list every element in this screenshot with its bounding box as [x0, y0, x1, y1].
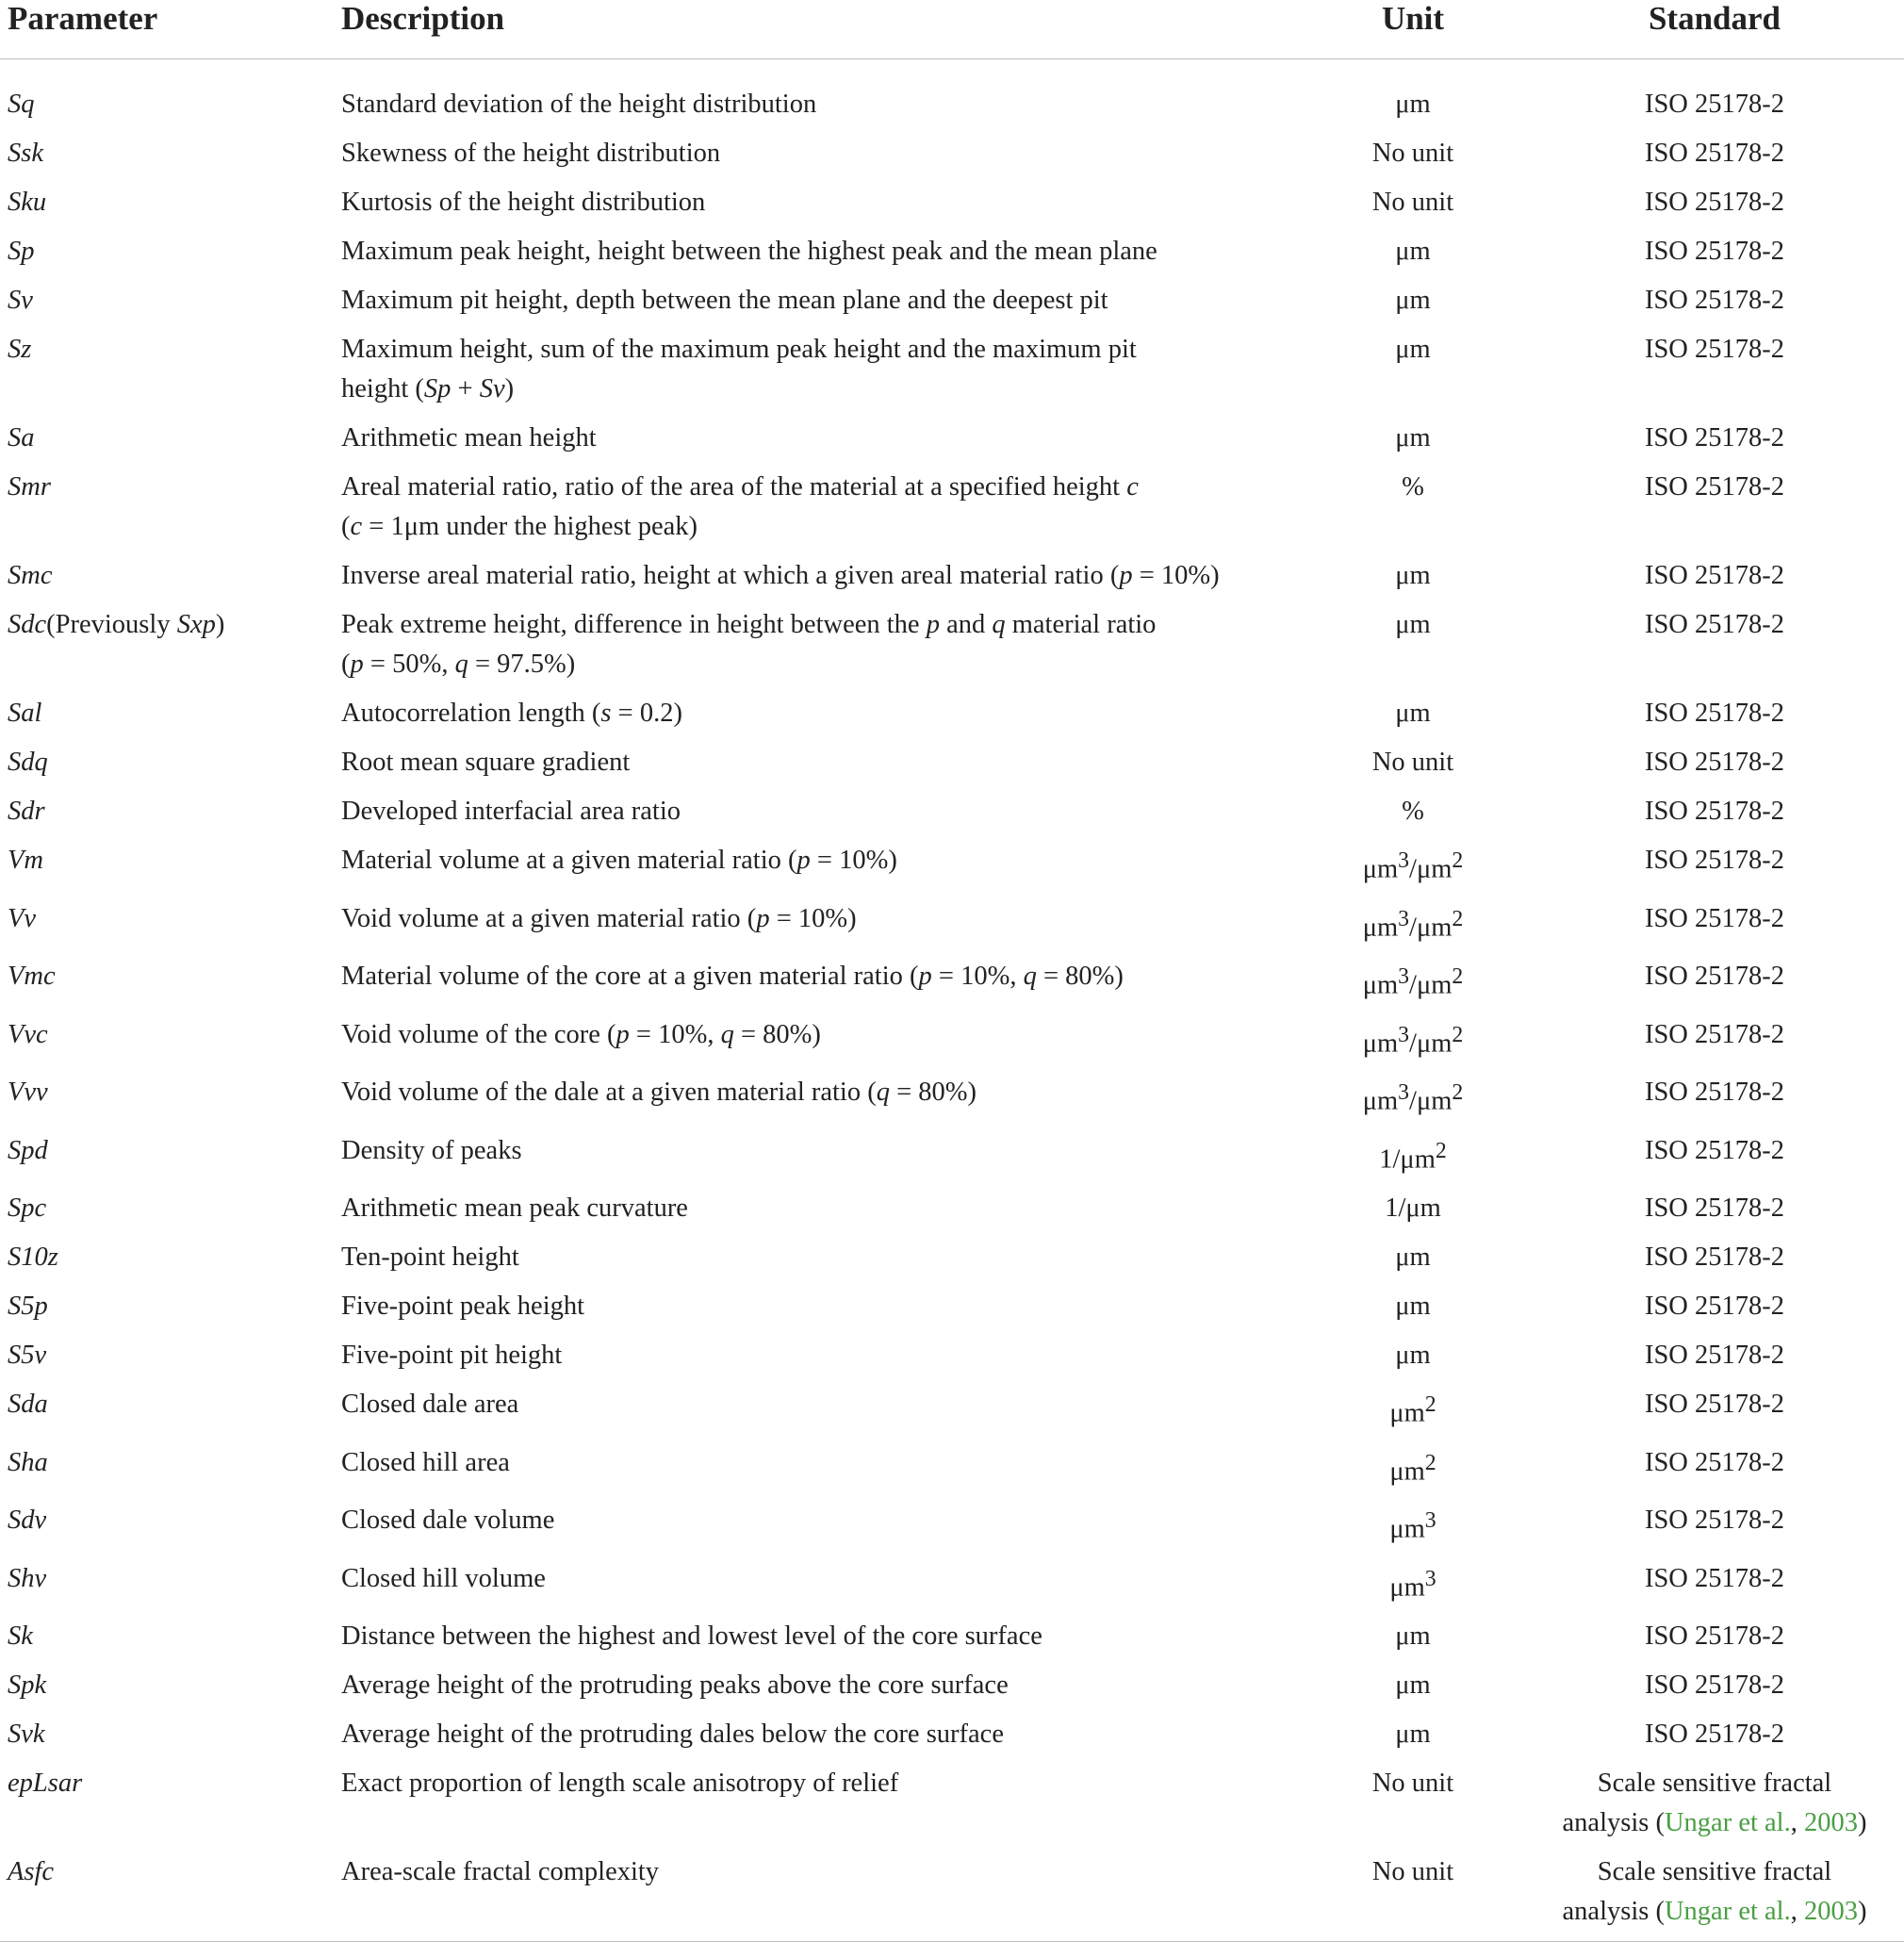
standard-cell: ISO 25178-2: [1644, 561, 1785, 590]
standard-cell: ISO 25178-2: [1644, 286, 1785, 315]
parameter-cell: Sda: [8, 1390, 48, 1419]
table-row: [0, 1073, 1904, 1122]
parameter-cell: Sku: [8, 188, 47, 217]
table-row: [0, 419, 1904, 458]
description-cell: Kurtosis of the height distribution: [341, 188, 706, 217]
description-cell: Closed dale area: [341, 1390, 519, 1419]
table-row: [0, 841, 1904, 890]
parameter-cell: Spk: [8, 1670, 47, 1700]
standard-cell: ISO 25178-2: [1644, 1720, 1785, 1749]
table-row: [0, 605, 1904, 684]
parameter-cell: Vv: [8, 903, 37, 933]
header-description: Description: [341, 0, 505, 37]
standard-cell: ISO 25178-2: [1644, 1563, 1785, 1593]
header-standard: Standard: [1648, 0, 1781, 37]
description-cell: Maximum peak height, height between the highest peak and the mean plane: [341, 237, 1157, 266]
parameter-cell: Spd: [8, 1135, 48, 1165]
standard-cell: ISO 25178-2: [1644, 472, 1785, 502]
description-cell: Material volume of the core at a given material ratio (p = 10%, q = 80%): [341, 962, 1124, 991]
table-header: [0, 0, 1904, 59]
unit-cell: μm: [1395, 1621, 1431, 1651]
standard-cell: ISO 25178-2: [1644, 1447, 1785, 1477]
table-row: [0, 899, 1904, 948]
table-row: [0, 1501, 1904, 1550]
parameter-cell: Sdc(Previously Sxp): [8, 610, 225, 639]
header-unit: Unit: [1381, 0, 1445, 37]
standard-cell: ISO 25178-2: [1644, 1341, 1785, 1370]
table-row: [0, 1559, 1904, 1608]
standard-cell: ISO 25178-2: [1644, 962, 1785, 991]
table-row: [0, 1131, 1904, 1180]
table-row: [0, 1764, 1904, 1843]
description-cell: Autocorrelation length (s = 0.2): [341, 699, 682, 728]
table-row: [0, 183, 1904, 222]
parameter-cell: Sk: [8, 1621, 33, 1651]
table-row: [0, 743, 1904, 782]
standard-cell: ISO 25178-2: [1644, 903, 1785, 933]
header-parameter: Parameter: [8, 0, 158, 37]
table-row: [0, 1715, 1904, 1754]
parameter-cell: Sha: [8, 1447, 48, 1477]
table-row: [0, 1617, 1904, 1656]
parameter-cell: Asfc: [8, 1857, 55, 1886]
parameter-cell: S5v: [8, 1341, 47, 1370]
unit-cell: μm: [1395, 699, 1431, 728]
table-row: [0, 1287, 1904, 1326]
standard-cell: ISO 25178-2: [1644, 90, 1785, 119]
unit-cell: No unit: [1371, 748, 1454, 777]
table-row: [0, 1189, 1904, 1228]
unit-cell: No unit: [1371, 139, 1454, 168]
unit-cell: μm: [1395, 561, 1431, 590]
table-body: [0, 59, 1904, 1932]
parameter-cell: Sdv: [8, 1506, 47, 1535]
unit-cell: No unit: [1371, 188, 1454, 217]
standard-cell: ISO 25178-2: [1644, 237, 1785, 266]
standard-cell: ISO 25178-2: [1644, 423, 1785, 453]
standard-cell: ISO 25178-2: [1644, 139, 1785, 168]
parameter-cell: Vmc: [8, 962, 56, 991]
description-cell: Arithmetic mean peak curvature: [341, 1193, 688, 1223]
standard-cell: ISO 25178-2: [1644, 610, 1785, 639]
standard-cell: ISO 25178-2: [1644, 335, 1785, 364]
parameter-cell: Vvv: [8, 1078, 48, 1107]
table-row: [0, 281, 1904, 321]
parameter-cell: Sq: [8, 90, 35, 119]
unit-cell: μm: [1395, 1720, 1431, 1749]
table-row: [0, 468, 1904, 547]
parameter-cell: Vvc: [8, 1019, 48, 1049]
description-cell: Five-point peak height: [341, 1292, 585, 1321]
description-cell: Maximum height, sum of the maximum peak height and the maximum pit height (Sp + Sv): [341, 335, 1137, 403]
standard-cell: ISO 25178-2: [1644, 1019, 1785, 1049]
unit-cell: $\mu m^3/\mu m^2$: [1362, 906, 1464, 942]
description-cell: Maximum pit height, depth between the mean plane and the deepest pit: [341, 286, 1108, 315]
unit-cell: $\mu m^3$: [1389, 1566, 1436, 1602]
description-cell: Skewness of the height distribution: [341, 139, 721, 168]
unit-cell: μm: [1395, 90, 1431, 119]
description-cell: Average height of the protruding peaks above the core surface: [341, 1670, 1009, 1700]
unit-cell: %: [1402, 797, 1424, 826]
parameter-cell: Sdq: [8, 748, 48, 777]
parameter-cell: Sp: [8, 237, 35, 266]
parameter-cell: Sal: [8, 699, 42, 728]
description-cell: Arithmetic mean height: [341, 423, 597, 453]
standard-cell: ISO 25178-2: [1644, 699, 1785, 728]
unit-cell: μm: [1395, 1670, 1431, 1700]
unit-cell: μm: [1395, 610, 1431, 639]
standard-cell: ISO 25178-2: [1644, 1193, 1785, 1223]
description-cell: Closed hill area: [341, 1447, 510, 1477]
parameter-cell: Shv: [8, 1563, 47, 1593]
description-cell: Peak extreme height, difference in height between the p and q material ratio (p = 50%, q = 97.5%): [341, 610, 1157, 679]
parameter-cell: Sdr: [8, 797, 45, 826]
standard-cell: ISO 25178-2: [1644, 748, 1785, 777]
table-row: [0, 556, 1904, 596]
parameter-cell: Svk: [8, 1720, 45, 1749]
table-row: [0, 134, 1904, 173]
unit-cell: $\mu m^3/\mu m^2$: [1362, 848, 1464, 884]
unit-cell: μm: [1395, 1341, 1431, 1370]
standard-cell: ISO 25178-2: [1644, 1243, 1785, 1272]
unit-cell: 1/μm: [1385, 1193, 1441, 1223]
table-row: [0, 1385, 1904, 1434]
standard-cell: ISO 25178-2: [1644, 797, 1785, 826]
table-row: [0, 232, 1904, 272]
table-row: [0, 1443, 1904, 1492]
standard-cell: ISO 25178-2: [1644, 1670, 1785, 1700]
description-cell: Standard deviation of the height distribution: [341, 90, 817, 119]
standard-cell: Scale sensitive fractal analysis (Ungar et al., 2003): [1562, 1769, 1867, 1837]
standard-cell: ISO 25178-2: [1644, 846, 1785, 875]
description-cell: Areal material ratio, ratio of the area of the material at a specified height c (c = 1μm under the highest peak): [341, 472, 1139, 541]
parameter-cell: Ssk: [8, 139, 43, 168]
standard-cell: ISO 25178-2: [1644, 1506, 1785, 1535]
standard-cell: ISO 25178-2: [1644, 1390, 1785, 1419]
table-row: [0, 694, 1904, 733]
unit-cell: μm: [1395, 286, 1431, 315]
unit-cell: μm: [1395, 1243, 1431, 1272]
description-cell: Closed dale volume: [341, 1506, 555, 1535]
description-cell: Distance between the highest and lowest level of the core surface: [341, 1621, 1042, 1651]
table-row: [0, 1015, 1904, 1064]
table-row: [0, 1852, 1904, 1932]
description-cell: Developed interfacial area ratio: [341, 797, 681, 826]
description-cell: Five-point pit height: [341, 1341, 563, 1370]
standard-cell: Scale sensitive fractal analysis (Ungar et al., 2003): [1562, 1857, 1867, 1926]
table-row: [0, 85, 1904, 124]
parameter-cell: S10z: [8, 1243, 58, 1272]
unit-cell: $\mu m^3$: [1389, 1508, 1436, 1544]
parameter-cell: epLsar: [8, 1769, 83, 1798]
parameter-cell: Smc: [8, 561, 53, 590]
table-row: [0, 792, 1904, 831]
table-row: [0, 330, 1904, 409]
unit-cell: μm: [1395, 1292, 1431, 1321]
unit-cell: $1/\mu m^2$: [1379, 1138, 1447, 1174]
parameter-cell: Sa: [8, 423, 35, 453]
description-cell: Root mean square gradient: [341, 748, 631, 777]
standard-cell: ISO 25178-2: [1644, 1135, 1785, 1165]
standard-cell: ISO 25178-2: [1644, 188, 1785, 217]
description-cell: Void volume at a given material ratio (p = 10%): [341, 903, 857, 933]
description-cell: Material volume at a given material ratio (p = 10%): [341, 846, 897, 875]
unit-cell: μm: [1395, 423, 1431, 453]
description-cell: Inverse areal material ratio, height at which a given areal material ratio (p = 10%): [341, 561, 1220, 590]
parameter-cell: Spc: [8, 1193, 47, 1223]
description-cell: Closed hill volume: [341, 1563, 546, 1593]
description-cell: Average height of the protruding dales below the core surface: [341, 1720, 1004, 1749]
standard-cell: ISO 25178-2: [1644, 1078, 1785, 1107]
table-row: [0, 1238, 1904, 1277]
unit-cell: $\mu m^3/\mu m^2$: [1362, 1022, 1464, 1058]
description-cell: Area-scale fractal complexity: [341, 1857, 660, 1886]
unit-cell: $\mu m^2$: [1389, 1392, 1436, 1428]
unit-cell: No unit: [1371, 1857, 1454, 1886]
parameter-cell: Sv: [8, 286, 33, 315]
unit-cell: No unit: [1371, 1769, 1454, 1798]
unit-cell: μm: [1395, 335, 1431, 364]
unit-cell: $\mu m^2$: [1389, 1450, 1436, 1486]
parameter-cell: Vm: [8, 846, 43, 875]
parameter-cell: Smr: [8, 472, 51, 502]
table-row: [0, 1336, 1904, 1375]
table-row: [0, 1666, 1904, 1705]
description-cell: Density of peaks: [341, 1135, 522, 1165]
unit-cell: μm: [1395, 237, 1431, 266]
description-cell: Void volume of the core (p = 10%, q = 80%): [341, 1019, 821, 1049]
parameter-cell: S5p: [8, 1292, 48, 1321]
standard-cell: ISO 25178-2: [1644, 1621, 1785, 1651]
unit-cell: $\mu m^3/\mu m^2$: [1362, 1080, 1464, 1116]
standard-cell: ISO 25178-2: [1644, 1292, 1785, 1321]
description-cell: Void volume of the dale at a given material ratio (q = 80%): [341, 1078, 977, 1107]
unit-cell: $\mu m^3/\mu m^2$: [1362, 964, 1464, 1000]
description-cell: Exact proportion of length scale anisotropy of relief: [341, 1769, 899, 1798]
unit-cell: %: [1402, 472, 1424, 502]
parameter-cell: Sz: [8, 335, 32, 364]
table-row: [0, 957, 1904, 1006]
description-cell: Ten-point height: [341, 1243, 519, 1272]
